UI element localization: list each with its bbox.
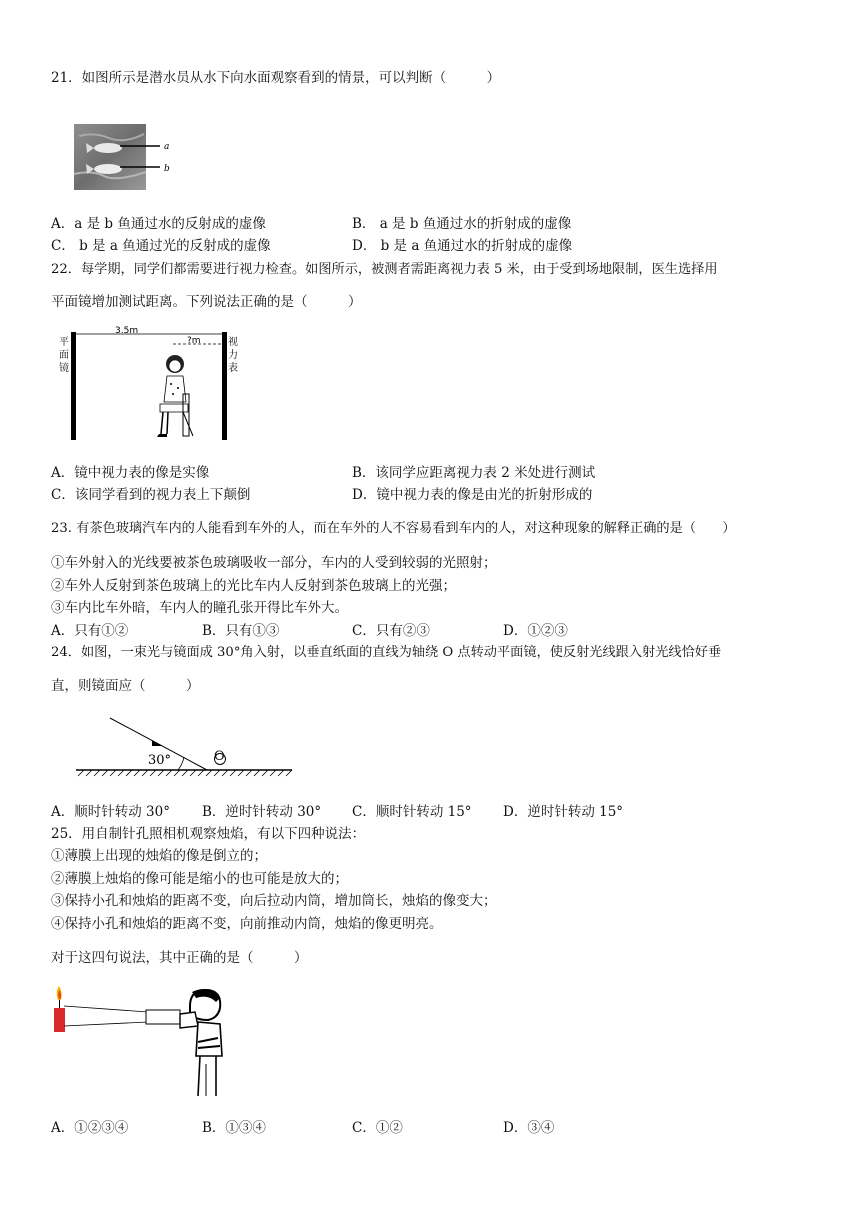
- fig-angle-label: 30°: [148, 753, 172, 768]
- q24-option-b[interactable]: B．逆时针转动 30°: [202, 804, 322, 820]
- q22-stem-line1: 22．每学期，同学们都需要进行视力检查。如图所示，被测者需距离视力表 5 米，由于受到场地限制，医生选择用: [51, 262, 718, 277]
- fig-label-b: b: [164, 164, 170, 174]
- q21-option-c[interactable]: C． b 是 a 鱼通过光的反射成的虚像: [51, 238, 271, 254]
- q21-option-b[interactable]: B． a 是 b 鱼通过水的折射成的虚像: [352, 216, 572, 232]
- q22-option-c[interactable]: C．该同学看到的视力表上下颠倒: [51, 487, 251, 503]
- q23-option-d[interactable]: D．①②③: [503, 623, 568, 639]
- q25-statement-3: ③保持小孔和烛焰的距离不变，向后拉动内筒，增加筒长，烛焰的像变大；: [51, 893, 497, 909]
- q24-figure-mirror-ray: [74, 712, 296, 780]
- q25-statement-2: ②薄膜上烛焰的像可能是缩小的也可能是放大的；: [51, 871, 348, 887]
- q25-option-d[interactable]: D．③④: [503, 1120, 555, 1136]
- q23-option-b[interactable]: B．只有①③: [202, 623, 280, 639]
- q22-chart-label: 视力表: [228, 337, 238, 374]
- q23-option-a[interactable]: A．只有①②: [51, 623, 129, 639]
- q25-option-b[interactable]: B．①③④: [202, 1120, 266, 1136]
- q25-figure-pinhole-camera: [50, 986, 230, 1098]
- q24-option-a[interactable]: A．顺时针转动 30°: [51, 804, 170, 820]
- q22-mirror-label: 平面镜: [59, 337, 69, 374]
- q25-stem: 25．用自制针孔照相机观察烛焰，有以下四种说法：: [51, 826, 366, 842]
- q21-option-d[interactable]: D． b 是 a 鱼通过水的折射成的虚像: [352, 238, 573, 254]
- q21-figure-fish-photo: [74, 124, 184, 192]
- q23-statement-1: ①车外射入的光线要被茶色玻璃吸收一部分，车内的人受到较弱的光照射；: [51, 555, 497, 571]
- q25-statement-4: ④保持小孔和烛焰的距离不变，向前推动内筒，烛焰的像更明亮。: [51, 916, 443, 932]
- q22-stem-line2: 平面镜增加测试距离。下列说法正确的是（ ）: [51, 294, 362, 310]
- q25-option-a[interactable]: A．①②③④: [51, 1120, 129, 1136]
- q25-question: 对于这四句说法，其中正确的是（ ）: [51, 950, 308, 966]
- q22-option-d[interactable]: D．镜中视力表的像是由光的折射形成的: [352, 487, 593, 503]
- q21-stem: 21．如图所示是潜水员从水下向水面观察看到的情景，可以判断（ ）: [51, 70, 501, 86]
- q23-statement-3: ③车内比车外暗，车内人的瞳孔张开得比车外大。: [51, 600, 348, 616]
- q23-option-c[interactable]: C．只有②③: [352, 623, 430, 639]
- fig-distance-total: 3.5m: [115, 326, 139, 336]
- q25-statement-1: ①薄膜上出现的烛焰的像是倒立的；: [51, 848, 267, 864]
- q24-option-d[interactable]: D．逆时针转动 15°: [503, 804, 624, 820]
- q22-figure-eye-test: [55, 324, 255, 446]
- q24-point-label: O: [214, 749, 225, 764]
- q21-option-a[interactable]: A．a 是 b 鱼通过水的反射成的虚像: [51, 216, 266, 232]
- q22-option-b[interactable]: B．该同学应距离视力表 2 米处进行测试: [352, 465, 596, 481]
- fig-label-a: a: [164, 142, 170, 152]
- q23-stem: 23. 有茶色玻璃汽车内的人能看到车外的人，而在车外的人不容易看到车内的人，对这种现象的解释正确的是（ ）: [51, 521, 736, 536]
- fig-distance-unknown: ?m: [187, 336, 201, 346]
- q25-option-c[interactable]: C．①②: [352, 1120, 403, 1136]
- q22-option-a[interactable]: A．镜中视力表的像是实像: [51, 465, 210, 481]
- q24-stem-line2: 直，则镜面应（ ）: [51, 678, 200, 694]
- q24-stem-line1: 24．如图，一束光与镜面成 30°角入射，以垂直纸面的直线为轴绕 O 点转动平面镜，使反射光线跟入射光线恰好垂: [51, 645, 722, 660]
- q24-option-c[interactable]: C．顺时针转动 15°: [352, 804, 472, 820]
- q23-statement-2: ②车外人反射到茶色玻璃上的光比车内人反射到茶色玻璃上的光强；: [51, 578, 456, 594]
